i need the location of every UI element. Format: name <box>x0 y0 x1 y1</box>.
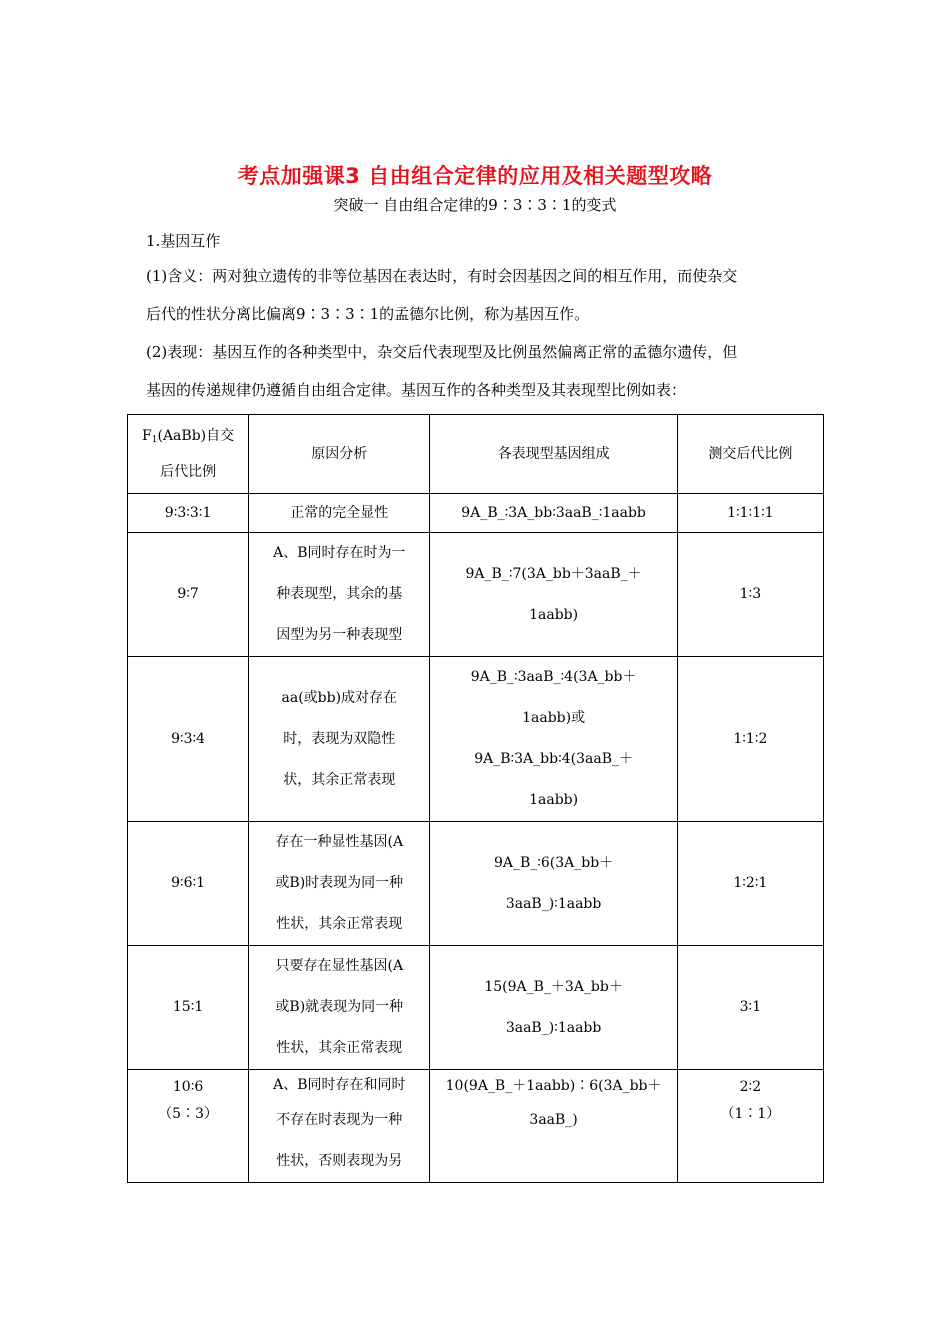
cell-testcross: 3∶1 <box>677 946 823 1070</box>
cell-ratio: 9∶3∶4 <box>128 657 249 822</box>
cell-ratio: 9∶3∶3∶1 <box>128 494 249 533</box>
gene-interaction-table <box>127 414 824 1183</box>
header-ratio-line-2: 后代比例 <box>160 464 217 480</box>
cell-reason: aa(或bb)成对存在 时，表现为双隐性 状，其余正常表现 <box>249 657 430 822</box>
cell-testcross: 1∶2∶1 <box>677 822 823 946</box>
paragraph-meaning-line-1: (1)含义：两对独立遗传的非等位基因在表达时，有时会因基因之间的相互作用，而使杂交 <box>146 267 738 285</box>
cell-testcross: 1∶1∶1∶1 <box>677 494 823 533</box>
header-cell-reason: 原因分析 <box>249 415 430 494</box>
cell-reason: 正常的完全显性 <box>249 494 430 533</box>
paragraph-manifestation <box>146 333 822 409</box>
paragraph-manifestation-line-1: (2)表现：基因互作的各种类型中，杂交后代表现型及比例虽然偏离正常的孟德尔遗传，但 <box>146 343 738 361</box>
paragraph-manifestation-line-2: 基因的传递规律仍遵循自由组合定律。基因互作的各种类型及其表现型比例如表： <box>146 381 687 399</box>
cell-reason: 只要存在显性基因(A 或B)就表现为同一种 性状，其余正常表现 <box>249 946 430 1070</box>
section-subtitle: 突破一 自由组合定律的9∶3∶3∶1的变式 <box>333 196 617 214</box>
cell-testcross: 1∶3 <box>677 533 823 657</box>
header-cell-genotypes: 各表现型基因组成 <box>430 415 677 494</box>
table-row <box>128 1070 824 1183</box>
header-cell-testcross: 测交后代比例 <box>677 415 823 494</box>
table-row <box>128 533 824 657</box>
cell-genotypes: 10(9A_B_＋1aabb)∶6(3A_bb＋ 3aaB_) <box>430 1070 677 1183</box>
cell-ratio: 10∶6 （5∶3） <box>128 1070 249 1183</box>
cell-genotypes: 9A_B_∶3A_bb∶3aaB_∶1aabb <box>430 494 677 533</box>
cell-ratio: 9∶7 <box>128 533 249 657</box>
header-cell-ratio <box>128 415 249 494</box>
cell-reason: A、B同时存在时为一 种表现型，其余的基 因型为另一种表现型 <box>249 533 430 657</box>
table-header-row <box>128 415 824 494</box>
cell-ratio: 9∶6∶1 <box>128 822 249 946</box>
cell-reason: A、B同时存在和同时 不存在时表现为一种 性状，否则表现为另 <box>249 1070 430 1183</box>
cell-genotypes: 9A_B_∶3aaB_∶4(3A_bb＋ 1aabb)或 9A_B∶3A_bb∶4(3aaB_＋ 1aabb) <box>430 657 677 822</box>
header-ratio-line-1: F1(AaBb)自交 <box>142 428 235 445</box>
cell-genotypes: 9A_B_∶7(3A_bb＋3aaB_＋ 1aabb) <box>430 533 677 657</box>
cell-testcross: 2∶2 （1∶1） <box>677 1070 823 1183</box>
paragraph-meaning <box>146 257 822 333</box>
cell-genotypes: 15(9A_B_＋3A_bb＋ 3aaB_)∶1aabb <box>430 946 677 1070</box>
heading-gene-interaction: 1.基因互作 <box>146 232 221 250</box>
table-row <box>128 494 824 533</box>
page-title: 考点加强课3 自由组合定律的应用及相关题型攻略 <box>237 164 713 188</box>
table-row <box>128 946 824 1070</box>
table-row <box>128 657 824 822</box>
cell-testcross: 1∶1∶2 <box>677 657 823 822</box>
table-row <box>128 822 824 946</box>
cell-genotypes: 9A_B_∶6(3A_bb＋ 3aaB_)∶1aabb <box>430 822 677 946</box>
cell-reason: 存在一种显性基因(A 或B)时表现为同一种 性状，其余正常表现 <box>249 822 430 946</box>
paragraph-meaning-line-2: 后代的性状分离比偏离9∶3∶3∶1的孟德尔比例，称为基因互作。 <box>146 305 590 323</box>
cell-ratio: 15∶1 <box>128 946 249 1070</box>
